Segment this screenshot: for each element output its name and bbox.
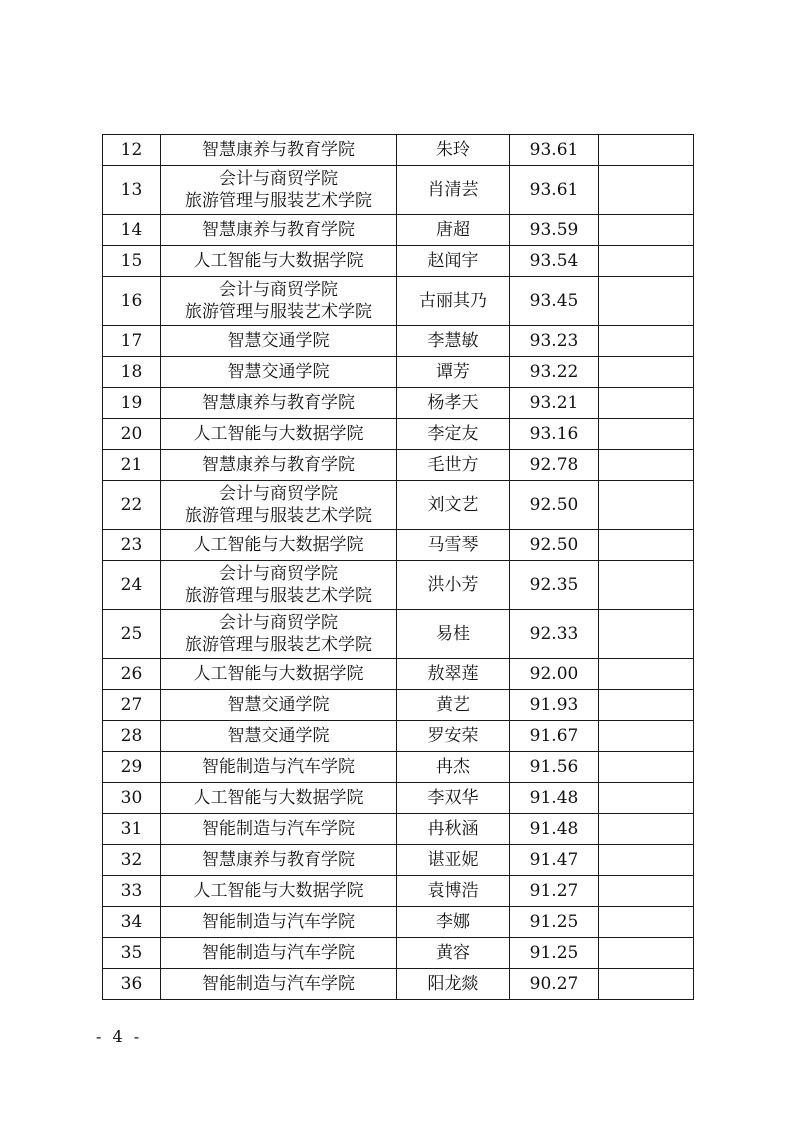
student-name-cell: 罗安荣 <box>397 721 510 752</box>
college-name: 智能制造与汽车学院 <box>202 757 355 777</box>
table-row <box>103 166 694 215</box>
student-name-cell: 易桂 <box>397 610 510 659</box>
college-name: 智慧康养与教育学院 <box>202 220 355 240</box>
table-row <box>103 752 694 783</box>
remark-cell <box>599 690 694 721</box>
remark-cell <box>599 783 694 814</box>
score-cell: 91.56 <box>510 752 599 783</box>
table-row <box>103 326 694 357</box>
score-cell: 93.21 <box>510 388 599 419</box>
college-name: 会计与商贸学院 <box>219 613 338 633</box>
score-cell: 92.00 <box>510 659 599 690</box>
ranking-table <box>102 134 694 1000</box>
table-row <box>103 783 694 814</box>
college-name: 旅游管理与服装艺术学院 <box>185 302 372 322</box>
college-name: 人工智能与大数据学院 <box>193 251 364 271</box>
table-row <box>103 561 694 610</box>
student-name-cell: 李定友 <box>397 419 510 450</box>
student-name-cell: 袁博浩 <box>397 876 510 907</box>
remark-cell <box>599 326 694 357</box>
score-cell: 93.22 <box>510 357 599 388</box>
table-row <box>103 246 694 277</box>
table-row <box>103 845 694 876</box>
remark-cell <box>599 561 694 610</box>
student-name-cell: 刘文艺 <box>397 481 510 530</box>
rank-number-cell: 35 <box>103 938 161 969</box>
student-name-cell: 古丽其乃 <box>397 277 510 326</box>
college-cell <box>161 530 397 561</box>
student-name-cell: 唐超 <box>397 215 510 246</box>
score-cell: 93.61 <box>510 135 599 166</box>
table-row <box>103 135 694 166</box>
remark-cell <box>599 721 694 752</box>
table-row <box>103 450 694 481</box>
remark-cell <box>599 166 694 215</box>
remark-cell <box>599 659 694 690</box>
score-cell: 91.67 <box>510 721 599 752</box>
rank-number-cell: 36 <box>103 969 161 1000</box>
college-name: 人工智能与大数据学院 <box>193 424 364 444</box>
rank-number-cell: 20 <box>103 419 161 450</box>
college-cell <box>161 135 397 166</box>
score-cell: 91.25 <box>510 907 599 938</box>
student-name-cell: 黄艺 <box>397 690 510 721</box>
college-cell <box>161 166 397 215</box>
rank-number-cell: 15 <box>103 246 161 277</box>
college-cell <box>161 876 397 907</box>
table-row <box>103 610 694 659</box>
rank-number-cell: 31 <box>103 814 161 845</box>
rank-number-cell: 28 <box>103 721 161 752</box>
remark-cell <box>599 814 694 845</box>
college-name: 智慧交通学院 <box>227 331 330 351</box>
college-cell <box>161 481 397 530</box>
score-cell: 93.16 <box>510 419 599 450</box>
college-name: 人工智能与大数据学院 <box>193 788 364 808</box>
rank-number-cell: 13 <box>103 166 161 215</box>
page-number: - 4 - <box>96 1027 143 1046</box>
college-cell <box>161 246 397 277</box>
score-cell: 92.78 <box>510 450 599 481</box>
college-cell <box>161 690 397 721</box>
college-name: 智能制造与汽车学院 <box>202 974 355 994</box>
rank-number-cell: 33 <box>103 876 161 907</box>
college-cell <box>161 721 397 752</box>
college-name: 旅游管理与服装艺术学院 <box>185 586 372 606</box>
college-cell <box>161 814 397 845</box>
table-row <box>103 215 694 246</box>
college-cell <box>161 938 397 969</box>
ranking-table-body <box>103 135 694 1000</box>
college-name: 智能制造与汽车学院 <box>202 819 355 839</box>
student-name-cell: 敖翠莲 <box>397 659 510 690</box>
student-name-cell: 朱玲 <box>397 135 510 166</box>
college-name: 智慧康养与教育学院 <box>202 455 355 475</box>
table-row <box>103 690 694 721</box>
table-row <box>103 530 694 561</box>
rank-number-cell: 19 <box>103 388 161 419</box>
table-row <box>103 969 694 1000</box>
student-name-cell: 赵闻宇 <box>397 246 510 277</box>
table-row <box>103 876 694 907</box>
college-cell <box>161 388 397 419</box>
remark-cell <box>599 481 694 530</box>
rank-number-cell: 22 <box>103 481 161 530</box>
remark-cell <box>599 215 694 246</box>
score-cell: 92.33 <box>510 610 599 659</box>
college-name: 智慧交通学院 <box>227 362 330 382</box>
remark-cell <box>599 450 694 481</box>
rank-number-cell: 23 <box>103 530 161 561</box>
student-name-cell: 黄容 <box>397 938 510 969</box>
remark-cell <box>599 610 694 659</box>
student-name-cell: 马雪琴 <box>397 530 510 561</box>
rank-number-cell: 26 <box>103 659 161 690</box>
score-cell: 93.45 <box>510 277 599 326</box>
college-cell <box>161 277 397 326</box>
college-name: 会计与商贸学院 <box>219 280 338 300</box>
score-cell: 91.25 <box>510 938 599 969</box>
college-name: 智能制造与汽车学院 <box>202 912 355 932</box>
rank-number-cell: 32 <box>103 845 161 876</box>
score-cell: 93.61 <box>510 166 599 215</box>
student-name-cell: 洪小芳 <box>397 561 510 610</box>
remark-cell <box>599 419 694 450</box>
table-row <box>103 277 694 326</box>
rank-number-cell: 12 <box>103 135 161 166</box>
rank-number-cell: 27 <box>103 690 161 721</box>
table-row <box>103 814 694 845</box>
table-row <box>103 659 694 690</box>
table-row <box>103 419 694 450</box>
college-cell <box>161 326 397 357</box>
student-name-cell: 谌亚妮 <box>397 845 510 876</box>
college-name: 人工智能与大数据学院 <box>193 535 364 555</box>
student-name-cell: 肖清芸 <box>397 166 510 215</box>
table-row <box>103 357 694 388</box>
score-cell: 93.59 <box>510 215 599 246</box>
score-cell: 92.35 <box>510 561 599 610</box>
score-cell: 91.93 <box>510 690 599 721</box>
table-row <box>103 388 694 419</box>
college-cell <box>161 845 397 876</box>
rank-number-cell: 34 <box>103 907 161 938</box>
college-cell <box>161 215 397 246</box>
college-name: 智慧康养与教育学院 <box>202 140 355 160</box>
college-name: 智能制造与汽车学院 <box>202 943 355 963</box>
college-cell <box>161 907 397 938</box>
remark-cell <box>599 907 694 938</box>
college-cell <box>161 357 397 388</box>
rank-number-cell: 14 <box>103 215 161 246</box>
college-cell <box>161 783 397 814</box>
remark-cell <box>599 752 694 783</box>
score-cell: 91.48 <box>510 783 599 814</box>
college-name: 旅游管理与服装艺术学院 <box>185 191 372 211</box>
rank-number-cell: 24 <box>103 561 161 610</box>
remark-cell <box>599 388 694 419</box>
student-name-cell: 杨孝天 <box>397 388 510 419</box>
college-name: 智慧康养与教育学院 <box>202 393 355 413</box>
college-cell <box>161 561 397 610</box>
student-name-cell: 阳龙燚 <box>397 969 510 1000</box>
college-cell <box>161 450 397 481</box>
score-cell: 90.27 <box>510 969 599 1000</box>
college-name: 旅游管理与服装艺术学院 <box>185 635 372 655</box>
college-name: 人工智能与大数据学院 <box>193 881 364 901</box>
college-name: 智慧交通学院 <box>227 726 330 746</box>
score-cell: 92.50 <box>510 530 599 561</box>
student-name-cell: 李双华 <box>397 783 510 814</box>
rank-number-cell: 17 <box>103 326 161 357</box>
score-cell: 93.23 <box>510 326 599 357</box>
rank-number-cell: 30 <box>103 783 161 814</box>
rank-number-cell: 25 <box>103 610 161 659</box>
remark-cell <box>599 530 694 561</box>
student-name-cell: 冉秋涵 <box>397 814 510 845</box>
student-name-cell: 冉杰 <box>397 752 510 783</box>
rank-number-cell: 29 <box>103 752 161 783</box>
score-cell: 92.50 <box>510 481 599 530</box>
college-cell <box>161 969 397 1000</box>
score-cell: 91.48 <box>510 814 599 845</box>
remark-cell <box>599 845 694 876</box>
college-cell <box>161 752 397 783</box>
rank-number-cell: 21 <box>103 450 161 481</box>
college-name: 会计与商贸学院 <box>219 484 338 504</box>
college-cell <box>161 610 397 659</box>
remark-cell <box>599 876 694 907</box>
college-cell <box>161 419 397 450</box>
table-row <box>103 721 694 752</box>
college-name: 智慧交通学院 <box>227 695 330 715</box>
college-name: 人工智能与大数据学院 <box>193 664 364 684</box>
college-name: 会计与商贸学院 <box>219 169 338 189</box>
rank-number-cell: 16 <box>103 277 161 326</box>
remark-cell <box>599 969 694 1000</box>
college-name: 旅游管理与服装艺术学院 <box>185 506 372 526</box>
score-cell: 91.27 <box>510 876 599 907</box>
college-cell <box>161 659 397 690</box>
rank-number-cell: 18 <box>103 357 161 388</box>
remark-cell <box>599 938 694 969</box>
table-row <box>103 907 694 938</box>
college-name: 智慧康养与教育学院 <box>202 850 355 870</box>
table-row <box>103 938 694 969</box>
remark-cell <box>599 357 694 388</box>
score-cell: 91.47 <box>510 845 599 876</box>
score-cell: 93.54 <box>510 246 599 277</box>
remark-cell <box>599 246 694 277</box>
remark-cell <box>599 135 694 166</box>
student-name-cell: 谭芳 <box>397 357 510 388</box>
student-name-cell: 李慧敏 <box>397 326 510 357</box>
student-name-cell: 李娜 <box>397 907 510 938</box>
remark-cell <box>599 277 694 326</box>
student-name-cell: 毛世方 <box>397 450 510 481</box>
college-name: 会计与商贸学院 <box>219 564 338 584</box>
table-row <box>103 481 694 530</box>
